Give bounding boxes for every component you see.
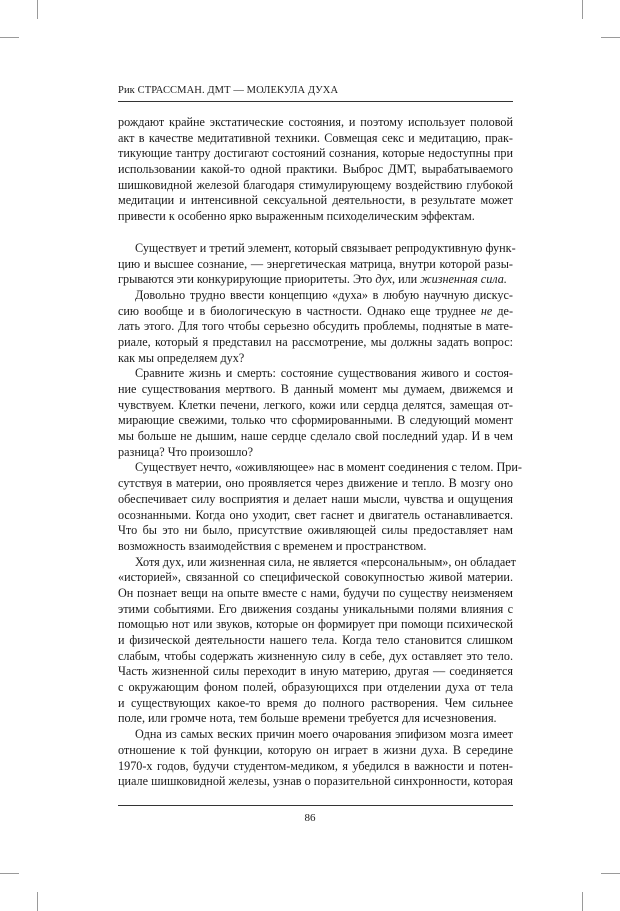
text-line: мирающие свежими, только что сформированными. В следующий момент	[118, 413, 513, 428]
text-line	[118, 304, 513, 320]
crop-mark	[37, 892, 38, 911]
crop-mark	[601, 37, 620, 38]
italic-text: дух	[375, 272, 392, 287]
text-line: возможность взаимодействия с временем и пространством.	[118, 538, 427, 553]
text-line: поле, или громче нота, тем больше времени требуется для исчезновения.	[118, 711, 497, 726]
text-line: Сравните жизнь и смерть: состояние существования живого и состоя-	[135, 366, 513, 381]
page-number: 86	[304, 812, 316, 824]
paragraph	[118, 115, 513, 225]
paragraph	[118, 288, 513, 366]
text-line: привести к особенно ярко выраженным психоделическим эффектам.	[118, 209, 475, 224]
text-segment: грываются эти конкурирующие приоритеты. Это	[118, 272, 376, 287]
text-line: цию и высшее сознание, — энергетическая матрица, внутри которой разы-	[118, 256, 513, 271]
text-line: сутствуя в материи, оно проявляется через движение и тепло. В мозгу оно	[118, 476, 513, 491]
text-segment: , или	[391, 272, 421, 287]
body-text	[118, 115, 522, 790]
text-line: мы больше не дышим, наше сердце сделало свой последний удар. И в чем	[118, 429, 513, 444]
running-head: Рик СТРАССМАН. ДМТ — МОЛЕКУЛА ДУХА	[118, 85, 339, 96]
text-line: Хотя дух, или жизненная сила, не является «персональным», он обладает	[135, 554, 516, 569]
italic-text: не	[480, 303, 493, 318]
text-line: этими событиями. Его движения созданы уникальными полями влияния с	[118, 601, 513, 616]
italic-text: жизненная сила.	[420, 272, 507, 287]
text-line: шишковидной железой благодаря стимулирующему воздействию глубокой	[118, 177, 513, 192]
crop-mark	[37, 0, 38, 19]
text-line: акт в качестве медитативной техники. Совмещая секс и медитацию, прак-	[118, 130, 513, 145]
text-line: и существующих какое-то время до полного растворения. Чем сильнее	[118, 695, 513, 710]
text-line: риале, который я представил на рассмотрение, мы должны задать вопрос:	[118, 334, 513, 349]
text-line: ние существования мертвого. В данный момент мы думаем, движемся и	[118, 382, 513, 396]
footer-rule	[118, 805, 513, 806]
text-segment: сию вообще и в биологическую в частности. Однако еще труднее	[118, 303, 481, 318]
text-line: использовании какой-то одной практики. Выброс ДМТ, вырабатываемого	[118, 162, 513, 177]
crop-mark	[0, 873, 19, 874]
text-segment: де-	[492, 303, 514, 318]
crop-mark	[0, 37, 19, 38]
text-line: 1970-х годов, будучи студентом-медиком, я убедился в важности и потен-	[118, 758, 513, 773]
crop-mark	[601, 873, 620, 874]
text-line: осознанными. Когда оно уходит, свет гаснет и двигатель останавливается.	[118, 507, 513, 522]
text-line: тикующие тантру достигают состояний сознания, которые недоступны при	[118, 146, 513, 161]
header-rule	[118, 101, 513, 102]
text-line: Часть жизненной силы переходит в иную материю, другая — соединяется	[118, 664, 513, 679]
text-line: медитации и интенсивной сексуальной деятельности, в результате может	[118, 193, 513, 208]
paragraph	[118, 554, 516, 728]
text-line: Существует и третий элемент, который связывает репродуктивную функ-	[135, 240, 516, 255]
text-line: «историей», связанной со специфической совокупностью живой материи.	[118, 570, 513, 585]
text-line: Он познает вещи на опыте вместе с нами, будучи по существу неизменяем	[118, 585, 513, 600]
crop-mark	[582, 0, 583, 19]
text-line: отношение к той функции, которую он играет в жизни духа. В середине	[118, 742, 513, 757]
text-line: Существует нечто, «оживляющее» нас в момент соединения с телом. При-	[135, 460, 522, 475]
crop-mark	[582, 892, 583, 911]
paragraph	[118, 727, 513, 790]
text-line: чувствуем. Клетки печени, легкого, кожи или сердца делятся, замещая от-	[118, 397, 513, 412]
text-line: как мы определяем дух?	[118, 350, 245, 365]
text-line: рождают крайне экстатические состояния, и поэтому использует половой	[118, 115, 513, 129]
text-line: Что бы это ни было, присутствие оживляющей силы предоставляет нам	[118, 523, 513, 538]
text-line: и физической деятельности нашего тела. Когда тело становится слишком	[118, 633, 513, 647]
text-line: с окружающим фоном полей, образующихся при отделении духа от тела	[118, 680, 513, 695]
text-line	[118, 272, 513, 288]
text-line: лать этого. Для того чтобы серьезно обсудить проблемы, поднятые в мате-	[118, 319, 513, 334]
text-line: слабым, чтобы содержать жизненную силу в себе, дух оставляет это тело.	[118, 648, 513, 663]
text-line: Одна из самых веских причин моего очарования эпифизом мозга имеет	[135, 727, 513, 742]
paragraph	[118, 460, 522, 554]
text-line: обеспечивает силу восприятия и делает наши мысли, чувства и ощущения	[118, 491, 513, 506]
paragraph	[118, 366, 513, 460]
text-line: Довольно трудно ввести концепцию «духа» в любую научную дискус-	[135, 287, 513, 302]
text-line: циале шишковидной железы, узнав о поразительной синхронности, которая	[118, 774, 513, 789]
paragraph	[118, 240, 516, 288]
text-line: разница? Что произошло?	[118, 444, 254, 459]
text-line: помощью нот или звуков, которые он формирует при помощи психической	[118, 617, 513, 632]
